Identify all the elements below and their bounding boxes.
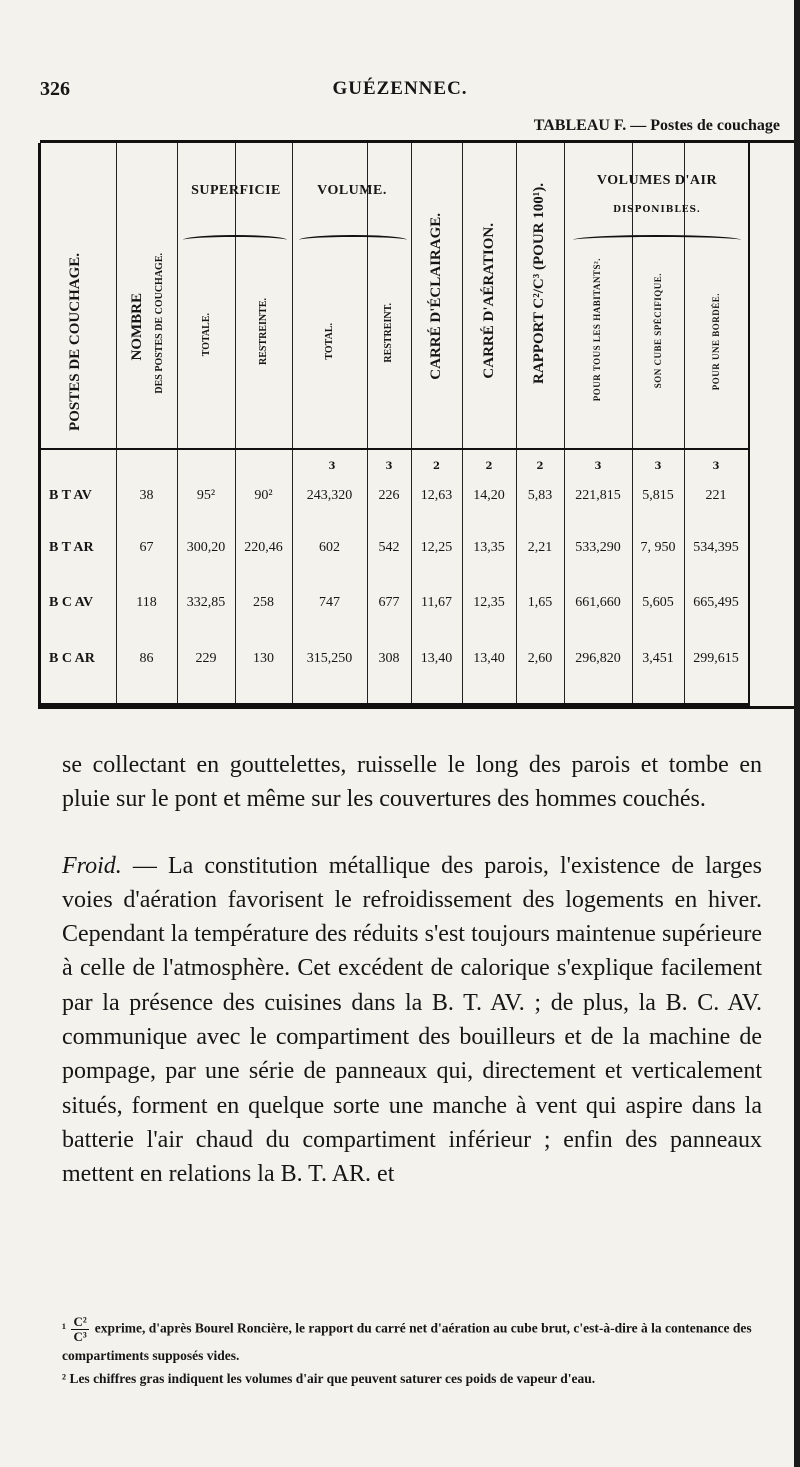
fraction-denominator: C³ xyxy=(73,1329,87,1344)
cell-rapport: 2,60 xyxy=(527,651,553,666)
unit-exponent: 3 xyxy=(654,461,662,472)
unit-exponent: 3 xyxy=(328,461,336,472)
unit-exponent: 2 xyxy=(485,461,493,472)
table-row xyxy=(41,595,748,635)
running-head: GUÉZENNEC. xyxy=(332,78,468,99)
cell-cube: 3,451 xyxy=(642,651,674,666)
column-header-carre-eclairage: CARRÉ D'ÉCLAIRAGE. xyxy=(428,213,444,380)
footnote-marker: ² xyxy=(62,1371,67,1386)
unit-exponent: 3 xyxy=(385,461,393,472)
footnotes xyxy=(62,1315,762,1390)
cell-rapport: 1,65 xyxy=(527,595,553,610)
cell-vol-restreint: 677 xyxy=(378,595,400,610)
group-subheading-disponibles: DISPONIBLES. xyxy=(613,205,701,215)
cell-carre-aeration: 14,20 xyxy=(473,488,505,503)
cell-vol-total: 243,320 xyxy=(306,488,353,503)
cell-pour-tous: 661,660 xyxy=(575,595,621,610)
cell-sup-totale: 300,20 xyxy=(186,540,226,555)
column-header-postes: POSTES DE COUCHAGE. xyxy=(67,253,83,431)
cell-pour-tous: 533,290 xyxy=(575,540,621,555)
cell-poste: B T AV xyxy=(49,488,92,503)
cell-pour-tous: 296,820 xyxy=(575,651,621,666)
cell-sup-totale: 332,85 xyxy=(186,595,226,610)
paragraph-froid xyxy=(62,849,762,1192)
paragraph-text: — La constitution métallique des parois, l'existence de larges voies d'aération favorisent le refroidissement des logements en hiver. Cependant la température des réduits s'est toujours maintenue supérieure à celle de l'atmosphère. Cet excédent de calorique s'explique facilement par la présence des cuisines dans la B. T. AV. ; de plus, la B. C. AV. communique avec le compartiment des bouilleurs et de la machine de pompage, par une série de panneaux qui, directement et verticalement situés, forment en quelque sorte une manche à vent qui aspire dans la batterie l'air chaud du compartiment inférieur ; enfin des panneaux mettent en relations la B. T. AR. et xyxy=(62,852,762,1188)
cell-poste: B T AR xyxy=(49,540,94,555)
cell-sup-restreinte: 220,46 xyxy=(244,540,283,555)
cell-carre-eclairage: 11,67 xyxy=(421,595,452,610)
footnote-marker: ¹ xyxy=(62,1320,67,1336)
fraction-numerator: C² xyxy=(73,1314,87,1329)
cell-bordee: 534,395 xyxy=(693,540,739,555)
cell-bordee: 665,495 xyxy=(693,595,739,610)
column-header-pour-tous: POUR TOUS LES HABITANTS². xyxy=(592,258,602,402)
unit-exponent: 2 xyxy=(536,461,544,472)
cell-carre-aeration: 12,35 xyxy=(473,595,505,610)
cell-vol-restreint: 226 xyxy=(378,488,400,503)
footnote-2 xyxy=(62,1367,762,1390)
unit-exponent: 2 xyxy=(433,461,440,472)
column-header-rapport: RAPPORT C²/C³ (POUR 100¹). xyxy=(531,183,547,385)
column-header-vol-restreint: RESTREINT. xyxy=(383,303,394,363)
cell-carre-aeration: 13,40 xyxy=(473,651,505,666)
column-header-bordee: POUR UNE BORDÉE. xyxy=(711,293,721,391)
cell-cube: 5,605 xyxy=(642,595,674,610)
column-header-carre-aeration: CARRÉ D'AÉRATION. xyxy=(481,223,497,379)
header-rule xyxy=(41,448,748,450)
cell-pour-tous: 221,815 xyxy=(575,488,621,503)
group-heading-superficie: SUPERFICIE xyxy=(191,183,281,198)
cell-poste: B C AV xyxy=(49,595,94,610)
cell-vol-total: 315,250 xyxy=(306,651,353,666)
cell-cube: 7, 950 xyxy=(640,540,676,555)
table-row xyxy=(41,488,748,528)
cell-vol-total: 747 xyxy=(319,595,340,610)
cell-carre-aeration: 13,35 xyxy=(473,540,505,555)
paragraph-lead: Froid. xyxy=(62,852,122,879)
fraction xyxy=(71,1315,88,1344)
column-header-vol-total: TOTAL. xyxy=(324,323,335,360)
group-heading-volumes-air: VOLUMES D'AIR xyxy=(596,173,718,188)
page-header xyxy=(40,78,760,108)
cell-nombre: 118 xyxy=(136,595,157,610)
paragraph: se collectant en gouttelettes, ruisselle le long des parois et tombe en pluie sur le pont et même sur les couvertures des hommes couchés. xyxy=(62,752,762,813)
body-text xyxy=(62,748,762,1192)
table-caption: TABLEAU F. — Postes de couchage xyxy=(533,117,780,134)
unit-exponent: 3 xyxy=(594,461,602,472)
brace xyxy=(573,235,741,245)
cell-nombre: 67 xyxy=(139,540,154,555)
cell-vol-restreint: 308 xyxy=(378,651,400,666)
cell-sup-totale: 95² xyxy=(196,488,216,503)
cell-vol-total: 602 xyxy=(319,540,340,555)
table-bottom-rule xyxy=(38,706,800,709)
cell-sup-restreinte: 130 xyxy=(253,651,274,666)
cell-rapport: 2,21 xyxy=(527,540,553,555)
column-header-nombre-sub: DES POSTES DE COUCHAGE. xyxy=(154,253,165,394)
footnote-text: Les chiffres gras indiquent les volumes d'air que peuvent saturer ces poids de vapeur d'eau. xyxy=(69,1371,596,1386)
column-header-sup-restreinte: RESTREINTE. xyxy=(258,298,269,365)
cell-sup-restreinte: 90² xyxy=(254,488,273,503)
footnote-1 xyxy=(62,1315,762,1367)
cell-vol-restreint: 542 xyxy=(378,540,400,555)
cell-nombre: 86 xyxy=(139,651,154,666)
cell-cube: 5,815 xyxy=(642,488,674,503)
cell-bordee: 221 xyxy=(705,488,727,503)
cell-carre-eclairage: 12,25 xyxy=(420,540,453,555)
page-edge xyxy=(794,0,800,1467)
cell-sup-restreinte: 258 xyxy=(253,595,274,610)
table-row xyxy=(41,651,748,691)
cell-rapport: 5,83 xyxy=(527,488,553,503)
unit-exponent: 3 xyxy=(712,461,720,472)
cell-carre-eclairage: 12,63 xyxy=(420,488,453,503)
table-row xyxy=(41,540,748,580)
cell-carre-eclairage: 13,40 xyxy=(420,651,453,666)
cell-nombre: 38 xyxy=(139,488,154,503)
cell-bordee: 299,615 xyxy=(693,651,739,666)
column-header-cube-specifique: SON CUBE SPÉCIFIQUE. xyxy=(653,273,663,389)
footnote-text: exprime, d'après Bourel Roncière, le rapport du carré net d'aération au cube brut, c'est-à-dire à la contenance des compartiments supposés vides. xyxy=(62,1320,752,1363)
data-table xyxy=(38,143,750,706)
group-heading-volume: VOLUME. xyxy=(317,183,387,198)
column-header-sup-totale: TOTALE. xyxy=(201,313,212,357)
brace xyxy=(299,235,407,245)
cell-sup-totale: 229 xyxy=(195,651,217,666)
cell-poste: B C AR xyxy=(49,651,95,666)
column-header-nombre: NOMBRE xyxy=(129,293,145,361)
page-number: 326 xyxy=(40,78,70,100)
brace xyxy=(183,235,287,245)
